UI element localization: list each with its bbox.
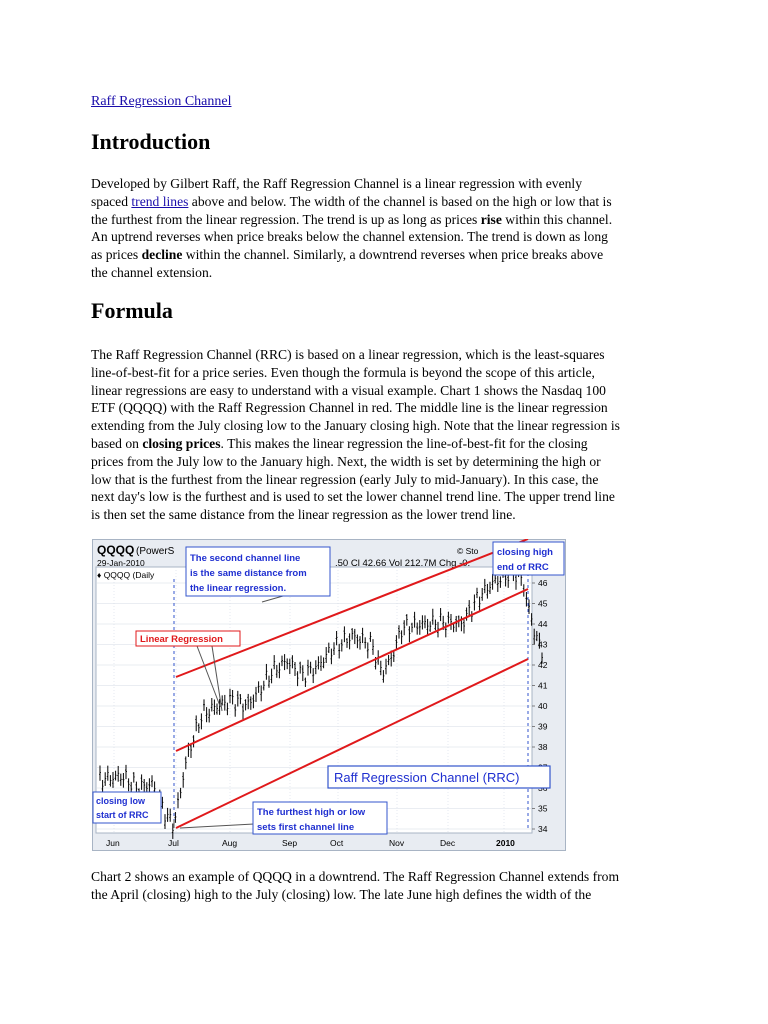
text-line	[91, 264, 689, 282]
y-tick-label: 35	[538, 803, 548, 814]
text-span: as prices	[91, 247, 142, 263]
y-tick-label: 34	[538, 824, 548, 834]
text-span: spaced	[91, 193, 132, 209]
text-line	[91, 364, 689, 382]
callout-furthest	[253, 802, 387, 834]
text-line	[91, 417, 689, 435]
callout-line: closing low	[96, 796, 146, 806]
text-line	[91, 471, 689, 489]
chart-source: (PowerS	[136, 546, 175, 557]
text-span: within the channel. Similarly, a downtrend reverses when price breaks above	[182, 247, 604, 263]
y-tick-label: 39	[538, 721, 548, 732]
paragraph-chart2	[91, 868, 689, 904]
text-line	[91, 175, 689, 193]
text-span: next day's low is the furthest and is used to set the lower channel trend line. The upper trend line	[91, 489, 615, 505]
callout-rrc-title	[328, 766, 550, 788]
text-line	[91, 346, 689, 364]
bold-term: rise	[480, 211, 502, 227]
chart-legend: ♦ QQQQ (Daily	[97, 570, 155, 580]
y-tick-label: 43	[538, 639, 548, 650]
y-tick-label: 41	[538, 680, 548, 691]
callout-line: The second channel line	[190, 553, 301, 564]
x-tick-label: Nov	[389, 838, 405, 848]
text-span: the furthest from the linear regression. The trend is up as long as prices	[91, 211, 481, 227]
x-tick-label: Jun	[106, 838, 120, 848]
chart-copyright: © Sto	[457, 546, 479, 556]
text-line	[91, 211, 689, 229]
callout-line: The furthest high or low	[257, 807, 366, 818]
text-line	[91, 868, 689, 886]
text-span: An uptrend reverses when price breaks below the channel extension. The trend is down as long	[91, 229, 608, 245]
text-span: Chart 2 shows an example of QQQQ in a downtrend. The Raff Regression Channel extends from	[91, 869, 620, 884]
callout-line: sets first channel line	[257, 822, 355, 833]
text-line	[91, 453, 689, 471]
text-line	[91, 488, 689, 506]
text-span: is then set the same distance from the linear regression as the lower trend line.	[91, 507, 516, 523]
top-link-raff-regression-channel[interactable]: Raff Regression Channel	[91, 94, 232, 109]
heading-introduction: Introduction	[91, 129, 211, 154]
y-tick-label: 42	[538, 660, 548, 670]
y-tick-label: 45	[538, 598, 548, 609]
x-tick-label: Oct	[330, 838, 344, 848]
callout-closing-low	[93, 792, 161, 823]
text-span: based on	[91, 435, 143, 451]
x-tick-label: Dec	[440, 838, 456, 848]
y-tick-label: 46	[538, 578, 548, 588]
callout-line: Linear Regression	[140, 634, 223, 645]
text-line	[91, 228, 689, 246]
chart-date: 29-Jan-2010	[97, 558, 145, 568]
x-tick-label: Sep	[282, 838, 298, 848]
text-line	[91, 506, 689, 524]
text-span: extending from the July closing low to the January closing high. Note that the linear regression is	[91, 418, 620, 434]
text-line	[91, 246, 689, 264]
text-line	[91, 382, 689, 400]
chart-stats: .50 Cl 42.66 Vol 212.7M Chg -0.	[335, 558, 471, 569]
callout-closing-high	[493, 542, 564, 575]
text-span: The Raff Regression Channel (RRC) is based on a linear regression, which is the least-squares	[91, 347, 605, 362]
callout-line: closing high	[497, 547, 553, 558]
text-span: . This makes the linear regression the line-of-best-fit for the closing	[220, 435, 588, 451]
y-tick-label: 44	[538, 619, 548, 629]
x-tick-label: Aug	[222, 838, 238, 848]
text-span: within this channel.	[501, 211, 613, 227]
text-span: above and below. The width of the channel is based on the high or low that is	[188, 193, 612, 209]
text-span: prices from the July low to the January high. Next, the width is set by determining the high or	[91, 453, 601, 469]
callout-line: end of RRC	[497, 562, 549, 573]
bold-term: decline	[141, 247, 183, 263]
text-span: the April (closing) high to the July (closing) low. The late June high defines the width of the	[91, 886, 592, 902]
callout-line: start of RRC	[96, 810, 149, 820]
bold-term: closing prices	[142, 435, 221, 451]
text-line	[91, 399, 689, 417]
y-tick-label: 40	[538, 701, 548, 711]
text-span: line-of-best-fit for a price series. Even though the formula is beyond the scope of this article,	[91, 364, 595, 380]
text-span: Developed by Gilbert Raff, the Raff Regression Channel is a linear regression with evenly	[91, 176, 583, 191]
y-tick-label: 38	[538, 742, 548, 752]
qqqq-raff-regression-chart	[92, 539, 566, 851]
chart-symbol: QQQQ	[97, 543, 135, 557]
callout-linear-regression	[136, 631, 240, 646]
paragraph-formula	[91, 346, 689, 524]
callout-line: is the same distance from	[190, 568, 307, 579]
text-span: the channel extension.	[91, 264, 213, 280]
callout-line: the linear regression.	[190, 583, 287, 594]
text-line	[91, 886, 689, 904]
heading-formula: Formula	[91, 298, 173, 323]
text-line	[91, 435, 689, 453]
text-span: low that is the furthest from the linear regression (early July to mid-January). In this case, the	[91, 471, 599, 487]
x-tick-label: Jul	[168, 838, 179, 848]
paragraph-introduction	[91, 175, 689, 282]
trend-lines-link[interactable]: trend lines	[131, 193, 189, 209]
text-line	[91, 193, 689, 211]
rrc-title-text: Raff Regression Channel (RRC)	[334, 770, 520, 785]
x-tick-label: 2010	[496, 838, 515, 848]
text-span: linear regressions are easy to understand with a visual example. Chart 1 shows the Nasdaq 100	[91, 382, 606, 398]
text-span: ETF (QQQQ) with the Raff Regression Channel in red. The middle line is the linear regression	[91, 400, 608, 416]
callout-second-channel-line	[186, 547, 330, 596]
